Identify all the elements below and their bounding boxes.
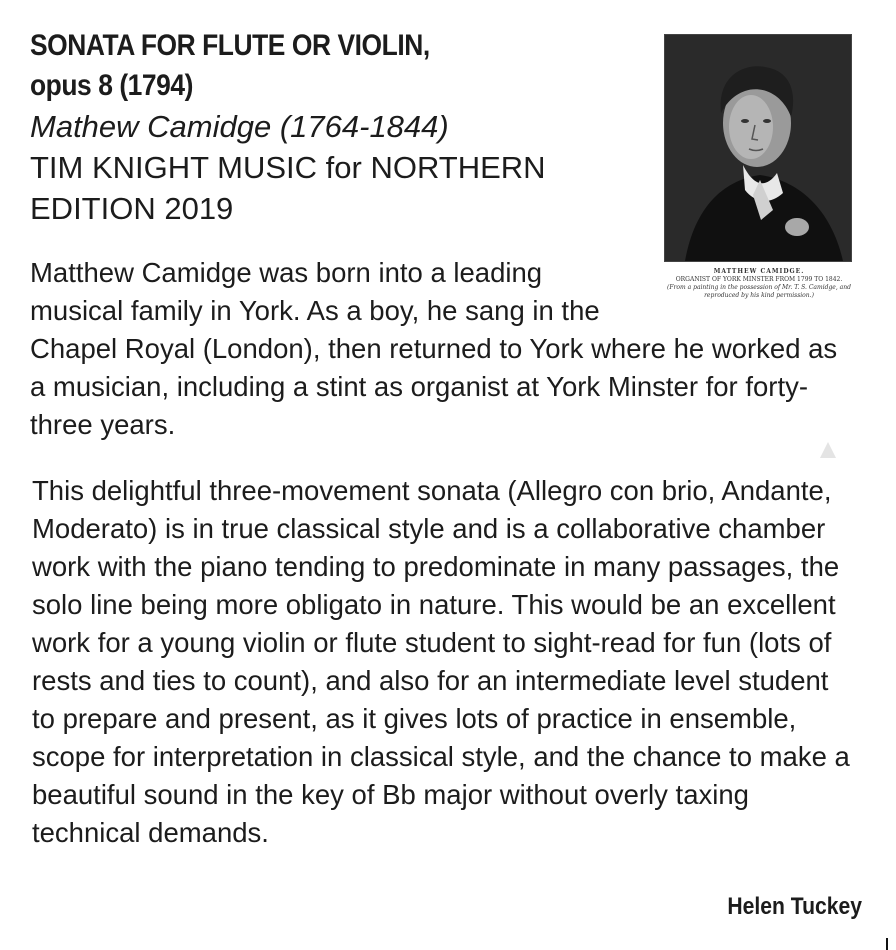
caption-role: ORGANIST OF YORK MINSTER FROM 1799 TO 1842. (675, 276, 843, 283)
portrait-image (664, 34, 852, 262)
reviewer-name: Helen Tuckey (727, 893, 862, 920)
work-title: SONATA FOR FLUTE OR VIOLIN, (30, 29, 430, 62)
composer-name: Mathew Camidge (1764-1844) (30, 109, 449, 144)
text-cursor-icon (886, 938, 888, 950)
publisher-line: TIM KNIGHT MUSIC for NORTHERN EDITION 2019 (30, 150, 546, 226)
review-paragraph: This delightful three-movement sonata (Allegro con brio, Andante, Moderato) is in true classical style and is a collaborative chamber work with the piano tending to predominate in many passages, the solo line being more obligato in nature. This would be an excellent work for a young violin or flute student to sight-read for fun (lots of rests and ties to count), and also for an intermediate level student to prepare and present, as it gives lots of practice in ensemble, scope for interpretation in classical style, and the chance to make a beautiful sound in the key of Bb major without overly taxing technical demands. (32, 475, 850, 848)
review-paragraph-container (32, 472, 852, 852)
work-opus: opus 8 (1794) (30, 69, 194, 102)
portrait-illustration (665, 35, 851, 261)
intro-paragraph-container (30, 254, 850, 444)
caption-name: MATTHEW CAMIDGE. (713, 268, 805, 275)
scroll-up-arrow-icon[interactable] (820, 442, 836, 458)
intro-paragraph: Matthew Camidge was born into a leading musical family in York. As a boy, he sang in the Chapel Royal (London), then returned to York where he worked as a musician, including a stint as organist at York Minster for forty-three years. (30, 257, 838, 440)
caption-credit: (From a painting in the possession of Mr. T. S. Camidge, and reproduced by his kind permission.) (667, 284, 851, 299)
